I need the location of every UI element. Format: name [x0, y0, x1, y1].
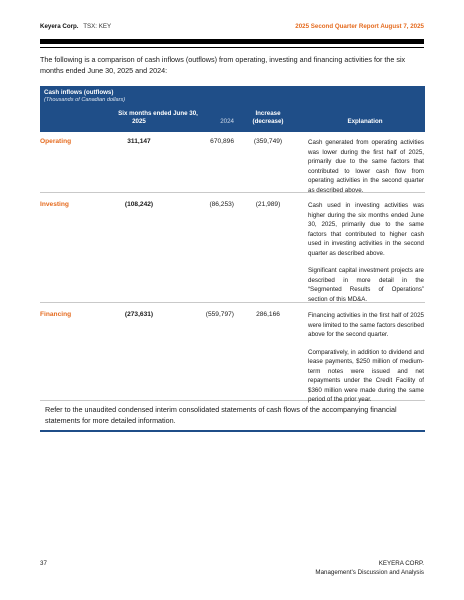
value-change: 286,166: [256, 311, 280, 318]
table-row-operating: [40, 138, 425, 193]
row-explanation: [308, 201, 424, 304]
column-explanation-header: Explanation: [347, 118, 383, 125]
value-2025: (108,242): [124, 201, 154, 208]
value-2024: (86,253): [209, 201, 234, 208]
value-2025: (273,631): [124, 311, 154, 318]
table-row-financing: [40, 311, 425, 401]
explanation-paragraph: Financing activities in the first half of 2025 were limited to the same factors described above for the second quarter.: [308, 312, 424, 338]
explanation-paragraph: Cash generated from operating activities was lower during the first half of 2025, primarily due to the same factors that contributed to lower cash flow from operating activities in the second quarter as described above.: [308, 139, 424, 194]
value-change: (21,989): [255, 201, 281, 208]
table-title: Cash inflows (outflows): [44, 89, 114, 96]
value-2024: 670,896: [210, 138, 234, 145]
intro-paragraph: The following is a comparison of cash inflows (outflows) from operating, investing and financing activities for the six months ended June 30, 2025 and 2024:: [40, 55, 406, 75]
page-header: [40, 23, 424, 33]
header-rule-thick: [40, 39, 424, 44]
value-2024: (559,797): [205, 311, 234, 318]
column-2024-header: 2024: [220, 118, 234, 125]
row-label: Operating: [40, 138, 72, 145]
ticker-symbol: TSX: KEY: [83, 23, 112, 30]
row-explanation: [308, 311, 424, 405]
row-label: Investing: [40, 201, 69, 208]
explanation-paragraph: Comparatively, in addition to dividend and lease payments, $250 million of medium-term notes were issued and net repayments under the Credit Facility of $360 million were made during the same period of the prior year.: [308, 348, 424, 403]
column-decrease-header: (decrease): [252, 118, 284, 125]
table-row-investing: [40, 201, 425, 303]
value-2025: 311,147: [127, 138, 151, 145]
column-period-header: Six months ended June 30,: [118, 110, 198, 117]
table-subtitle: (Thousands of Canadian dollars): [44, 97, 126, 103]
column-increase-header: Increase: [255, 110, 281, 117]
footnote-text: Refer to the unaudited condensed interim consolidated statements of cash flows of the accompanying financial statements for more detailed information.: [45, 405, 397, 425]
footer-section: Management’s Discussion and Analysis: [315, 569, 424, 576]
footer-company: KEYERA CORP.: [378, 560, 424, 567]
row-label: Financing: [40, 311, 72, 318]
page-number: 37: [40, 560, 47, 567]
table-footnote: [40, 402, 425, 432]
row-explanation: [308, 138, 424, 195]
value-change: (359,749): [253, 138, 283, 145]
header-rule-thin: [40, 47, 424, 48]
column-2025-header: 2025: [132, 118, 146, 125]
explanation-paragraph: Significant capital investment projects are described in more detail in the “Segmented Results of Operations” section of this MD&A.: [308, 267, 424, 303]
report-title: 2025 Second Quarter Report August 7, 2025: [295, 23, 424, 30]
table-header: [40, 86, 425, 132]
explanation-paragraph: Cash used in investing activities was higher during the six months ended June 30, 2025, primarily due to the same factors that contributed to higher cash used in investing activities in the second quarter as described above.: [308, 202, 424, 257]
company-name: Keyera Corp.: [40, 23, 79, 30]
